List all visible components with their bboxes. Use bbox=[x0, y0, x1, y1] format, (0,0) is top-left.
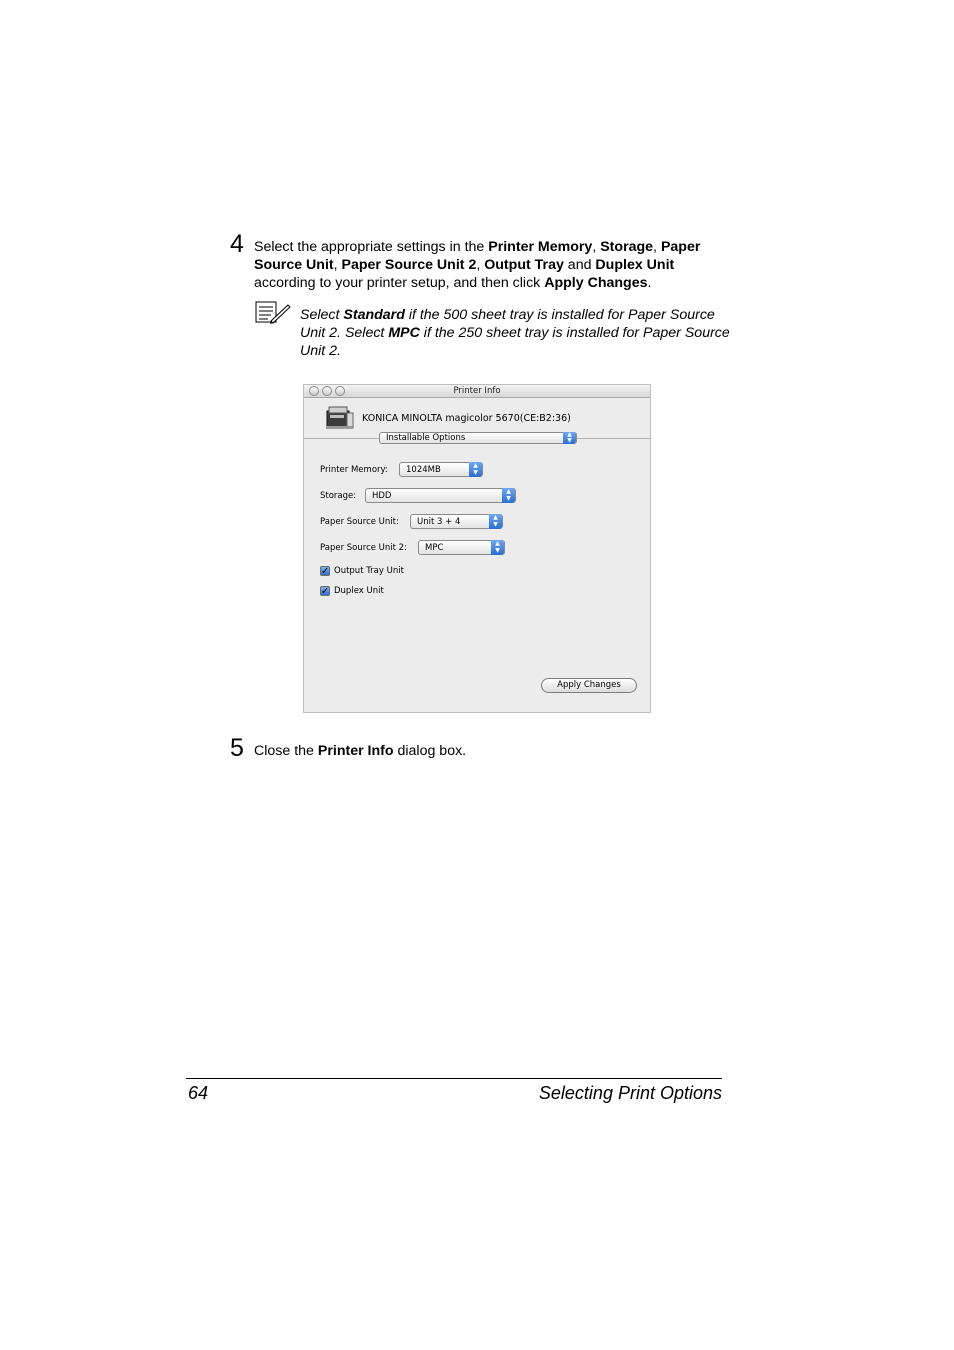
step-4-part: Printer Memory bbox=[488, 239, 593, 255]
note-part: Standard bbox=[343, 307, 405, 323]
printer-info-dialog bbox=[303, 384, 651, 713]
step-4-number: 4 bbox=[230, 230, 244, 258]
duplex-unit-label: Duplex Unit bbox=[334, 586, 384, 596]
step-4-part: Output Tray bbox=[484, 257, 564, 273]
printer-memory-value: 1024MB bbox=[406, 465, 441, 475]
output-tray-unit-label: Output Tray Unit bbox=[334, 566, 404, 576]
popup-arrows-icon: ▲ ▼ bbox=[489, 514, 502, 529]
step-4-part: Storage bbox=[600, 239, 654, 255]
step-4-part: and bbox=[563, 257, 596, 273]
storage-value: HDD bbox=[372, 491, 392, 501]
paper-source-unit-value: Unit 3 + 4 bbox=[417, 517, 461, 527]
page-number: 64 bbox=[188, 1083, 209, 1103]
paper-source-unit-select[interactable] bbox=[410, 514, 503, 529]
popup-arrows-icon: ▲ ▼ bbox=[469, 462, 482, 477]
step-5-text bbox=[254, 742, 724, 760]
step-5-number: 5 bbox=[230, 734, 244, 762]
dialog-title: Printer Info bbox=[453, 386, 501, 396]
step-4-part: , bbox=[333, 257, 342, 273]
step-4-part: Select the appropriate settings in the bbox=[254, 239, 489, 255]
step-5-part: dialog box. bbox=[393, 743, 467, 759]
note-pencil-icon bbox=[255, 299, 291, 325]
paper-source-unit-label: Paper Source Unit: bbox=[320, 517, 399, 527]
view-popup[interactable] bbox=[379, 432, 577, 444]
view-popup-value: Installable Options bbox=[386, 433, 466, 443]
step-5-part: Printer Info bbox=[317, 743, 394, 759]
step-4-part: , bbox=[653, 239, 661, 255]
note-part: if the 500 sheet tray is installed for Paper Source Unit 2. Select bbox=[300, 307, 715, 341]
printer-name: KONICA MINOLTA magicolor 5670(CE:B2:36) bbox=[362, 413, 571, 424]
note-part: Select bbox=[300, 307, 344, 323]
printer-memory-label: Printer Memory: bbox=[320, 465, 388, 475]
note-part: if the 250 sheet tray is installed for Paper Source Unit 2. bbox=[300, 325, 730, 359]
storage-select[interactable] bbox=[365, 488, 516, 503]
popup-arrows-icon: ▲ ▼ bbox=[491, 540, 504, 555]
step-4-text bbox=[254, 238, 724, 292]
paper-source-unit-2-select[interactable] bbox=[418, 540, 505, 555]
output-tray-unit-checkbox[interactable]: ✓ bbox=[321, 566, 330, 577]
note-part: MPC bbox=[388, 325, 420, 341]
step-4-part: according to your printer setup, and then click bbox=[254, 275, 545, 291]
step-4-part: . bbox=[647, 275, 652, 291]
section-title: Selecting Print Options bbox=[538, 1083, 722, 1103]
step-4-part: Paper Source Unit 2 bbox=[341, 257, 477, 273]
printer-icon bbox=[324, 405, 356, 431]
popup-arrows-icon: ▲ ▼ bbox=[563, 432, 576, 444]
step-4-part: Apply Changes bbox=[544, 275, 648, 291]
printer-header bbox=[304, 398, 650, 444]
step-4-part: , bbox=[592, 239, 601, 255]
printer-memory-select[interactable] bbox=[399, 462, 483, 477]
paper-source-unit-2-label: Paper Source Unit 2: bbox=[320, 543, 407, 553]
duplex-unit-checkbox[interactable]: ✓ bbox=[321, 586, 330, 597]
title-bar bbox=[304, 385, 650, 398]
step-4-part: , bbox=[476, 257, 485, 273]
popup-arrows-icon: ▲ ▼ bbox=[502, 488, 515, 503]
paper-source-unit-2-value: MPC bbox=[425, 543, 444, 553]
apply-changes-button[interactable]: Apply Changes bbox=[541, 678, 637, 693]
step-4-part: Paper Source Unit bbox=[254, 239, 701, 273]
footer-rule bbox=[186, 1078, 722, 1079]
step-5-part: Close the bbox=[254, 743, 318, 759]
note-text bbox=[300, 306, 730, 360]
step-4-part: Duplex Unit bbox=[595, 257, 675, 273]
storage-label: Storage: bbox=[320, 491, 357, 501]
